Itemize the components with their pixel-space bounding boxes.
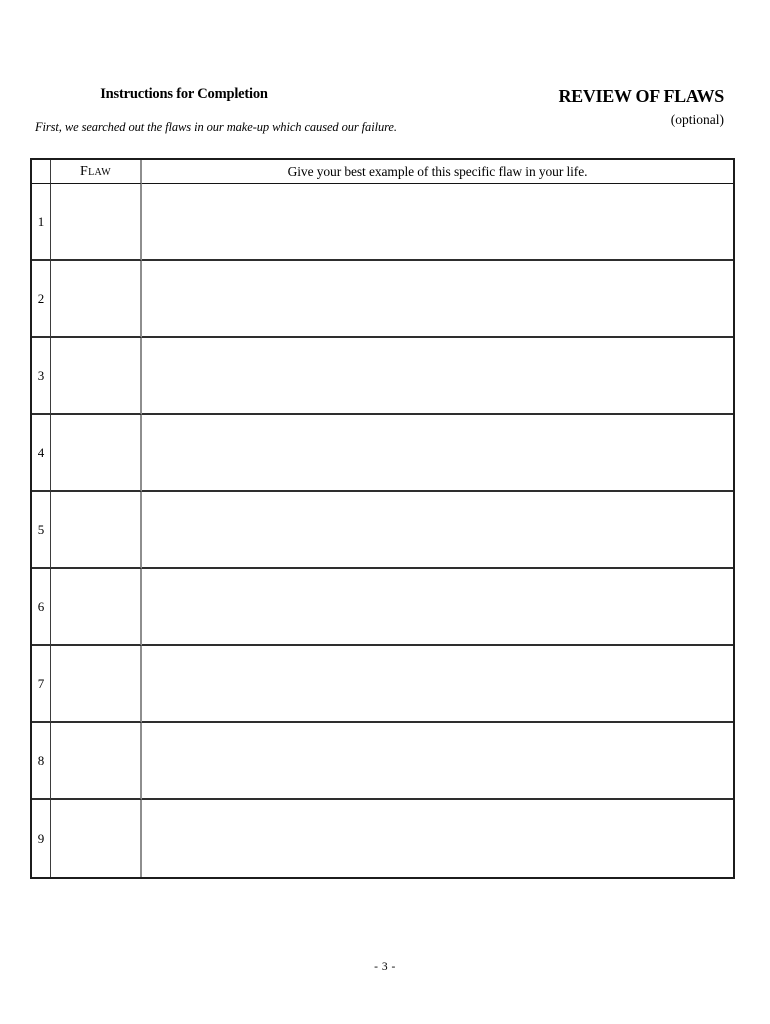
page-number: - 3 - [374, 961, 396, 973]
row-number: 5 [32, 492, 51, 569]
header-index-cell [32, 160, 51, 184]
example-field[interactable] [142, 569, 733, 646]
flaw-table [30, 158, 735, 879]
row-number: 6 [32, 569, 51, 646]
flaw-field[interactable] [51, 184, 142, 261]
flaw-field[interactable] [51, 800, 142, 877]
example-field[interactable] [142, 415, 733, 492]
example-field[interactable] [142, 646, 733, 723]
example-field[interactable] [142, 338, 733, 415]
flaw-field[interactable] [51, 646, 142, 723]
flaw-field[interactable] [51, 338, 142, 415]
row-number: 3 [32, 338, 51, 415]
row-number: 9 [32, 800, 51, 877]
example-field[interactable] [142, 800, 733, 877]
page-title: REVIEW OF FLAWS [558, 86, 724, 106]
row-number: 2 [32, 261, 51, 338]
instructions-title: Instructions for Completion [100, 86, 268, 102]
page-subtitle: (optional) [670, 112, 724, 127]
intro-sentence: First, we searched out the flaws in our make-up which caused our failure. [35, 120, 397, 134]
flaw-field[interactable] [51, 569, 142, 646]
row-number: 7 [32, 646, 51, 723]
row-number: 1 [32, 184, 51, 261]
example-field[interactable] [142, 261, 733, 338]
example-field[interactable] [142, 492, 733, 569]
flaw-field[interactable] [51, 261, 142, 338]
flaw-field[interactable] [51, 415, 142, 492]
example-field[interactable] [142, 184, 733, 261]
row-number: 4 [32, 415, 51, 492]
row-number: 8 [32, 723, 51, 800]
header-flaw-label: Flaw [51, 160, 142, 184]
flaw-field[interactable] [51, 723, 142, 800]
flaw-field[interactable] [51, 492, 142, 569]
doc-title-block [558, 86, 724, 128]
example-field[interactable] [142, 723, 733, 800]
header-example-label: Give your best example of this specific flaw in your life. [142, 160, 733, 184]
